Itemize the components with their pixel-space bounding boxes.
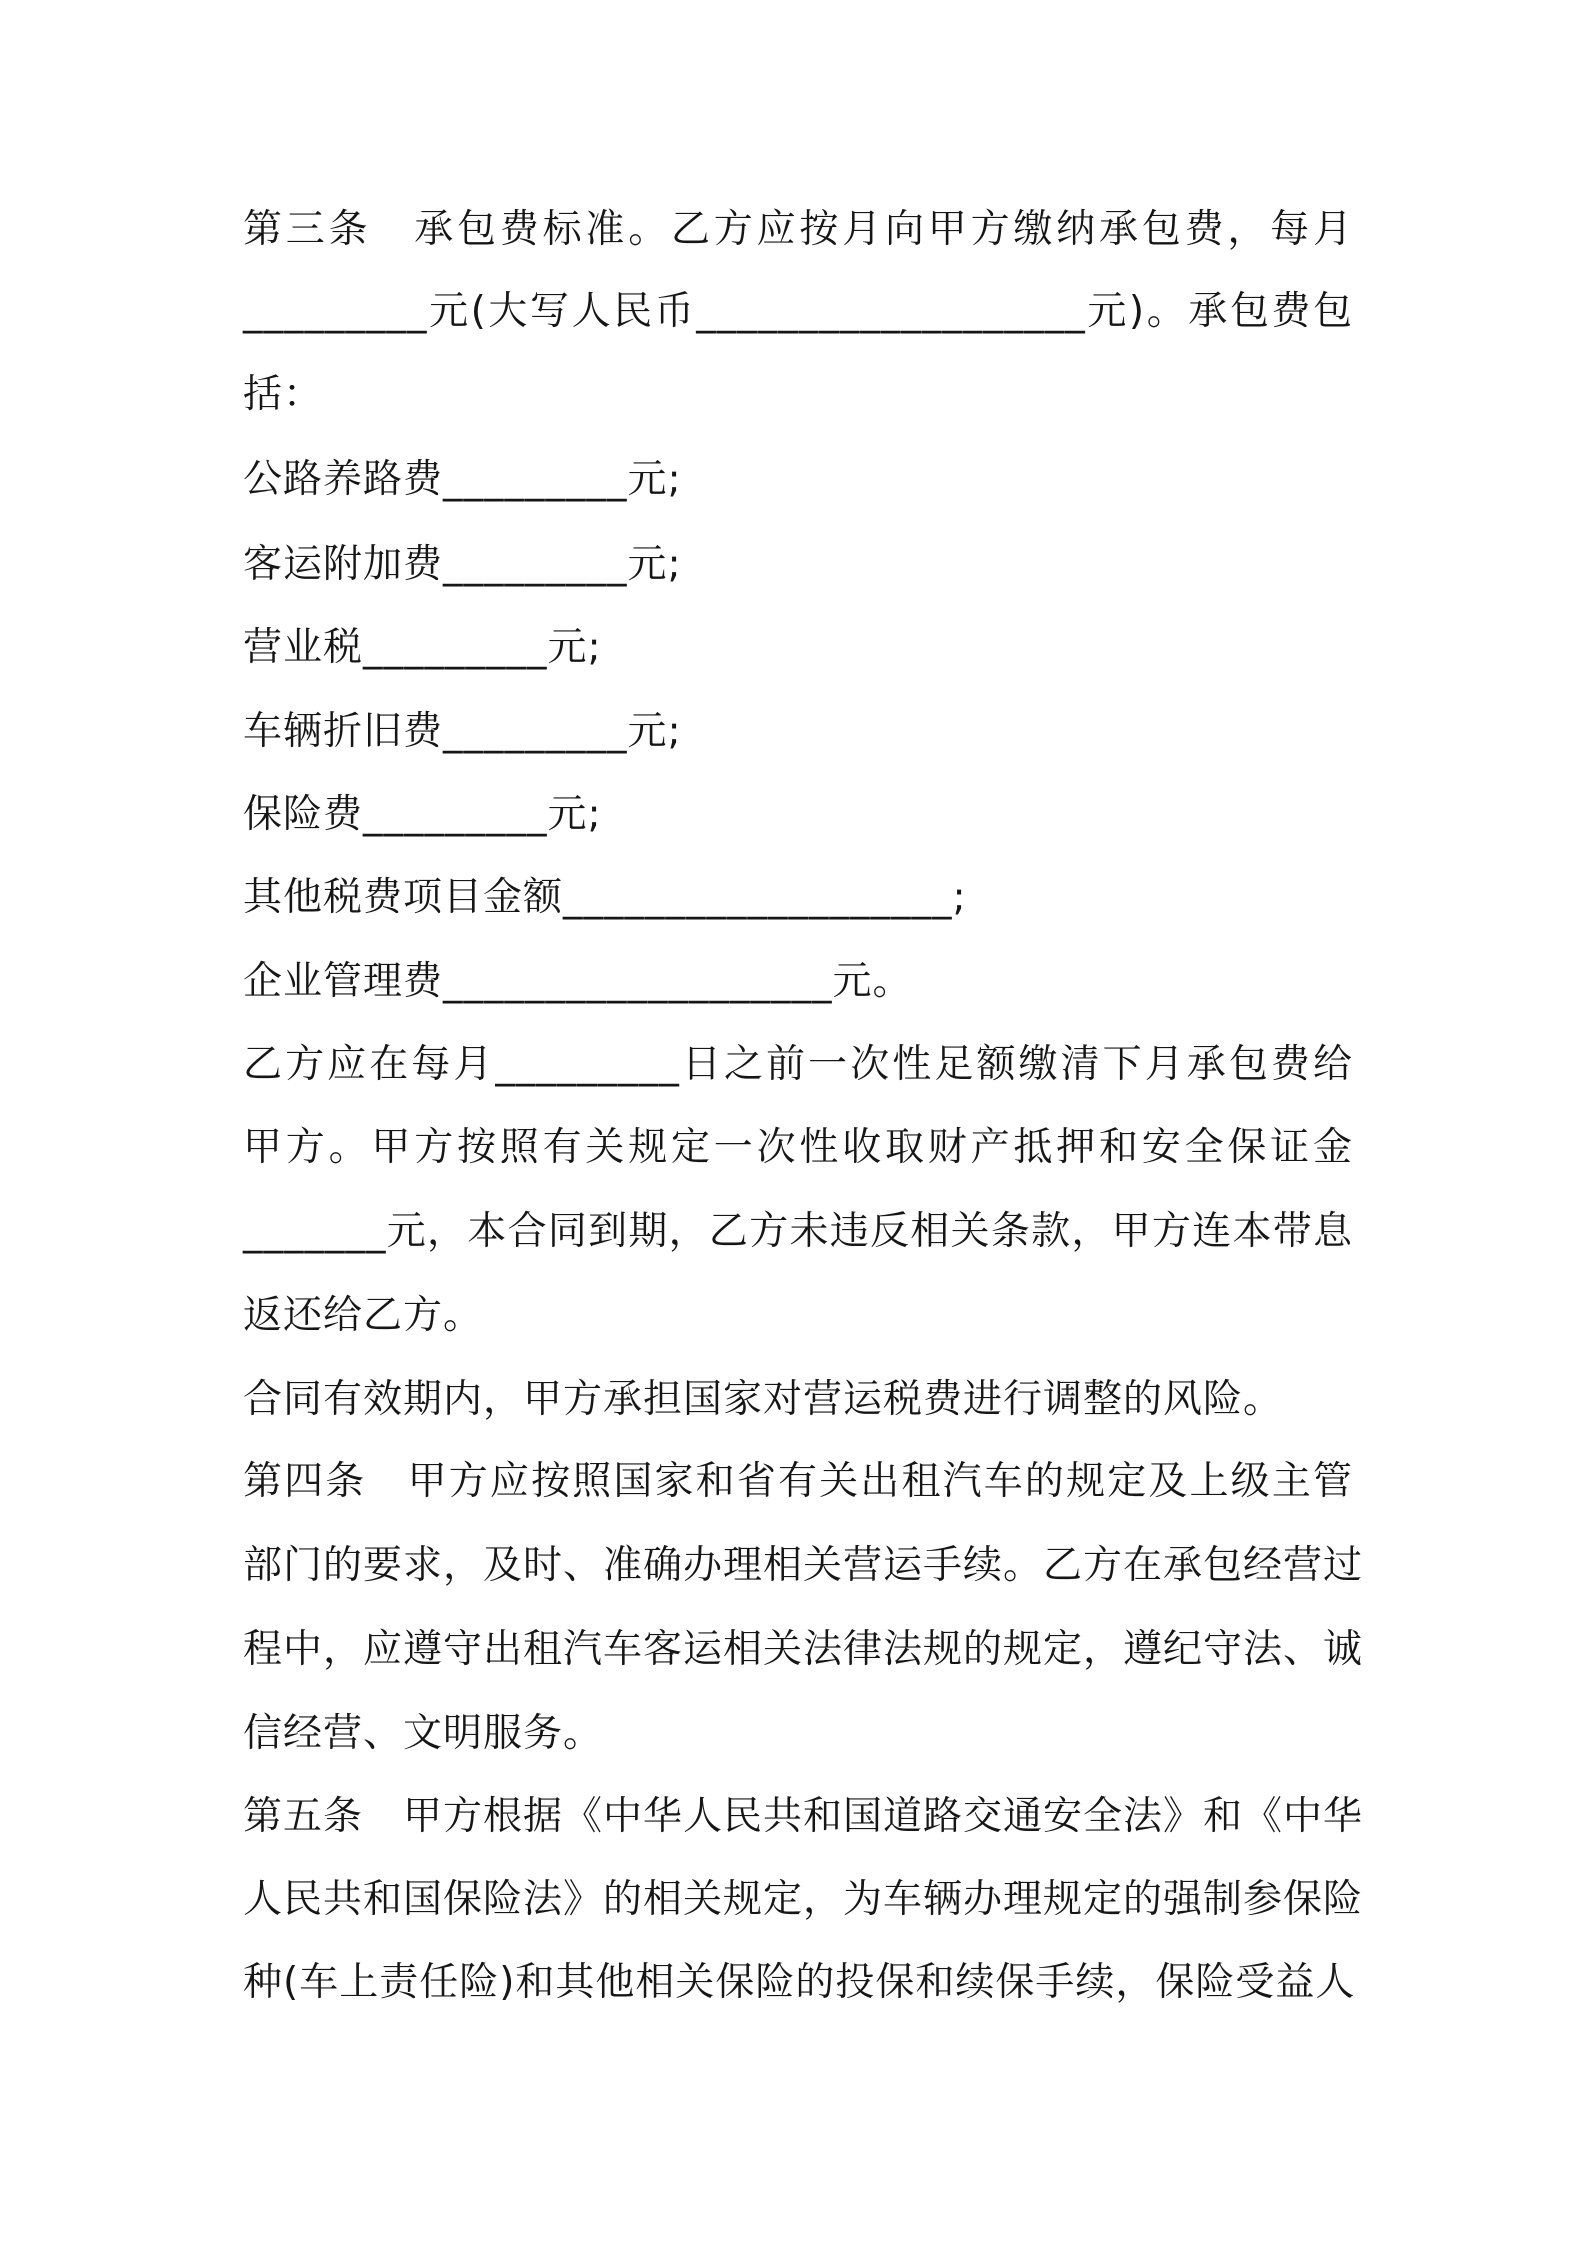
text-line: _________元(大写人民币___________________元)。承包费包 <box>243 289 1353 334</box>
text-line: 返还给乙方。 <box>243 1293 484 1338</box>
text-line: 第四条 甲方应按照国家和省有关出租汽车的规定及上级主管 <box>243 1459 1353 1504</box>
text-line: 甲方。甲方按照有关规定一次性收取财产抵押和安全保证金 <box>243 1125 1353 1170</box>
text-line: 合同有效期内，甲方承担国家对营运税费进行调整的风险。 <box>243 1377 1284 1422</box>
text-line: 企业管理费___________________元。 <box>243 959 913 1004</box>
text-line: 第五条 甲方根据《中华人民共和国道路交通安全法》和《中华 <box>243 1794 1364 1839</box>
text-line: 客运附加费_________元; <box>243 542 682 587</box>
text-line: _______元，本合同到期，乙方未违反相关条款，甲方连本带息 <box>243 1209 1353 1254</box>
text-line: 保险费_________元; <box>243 792 602 837</box>
text-line: 部门的要求，及时、准确办理相关营运手续。乙方在承包经营过 <box>243 1543 1364 1588</box>
text-line: 括： <box>243 372 324 417</box>
text-line: 其他税费项目金额___________________; <box>243 875 967 920</box>
text-line: 第三条 承包费标准。乙方应按月向甲方缴纳承包费，每月 <box>243 207 1353 252</box>
text-line: 乙方应在每月_________日之前一次性足额缴清下月承包费给 <box>243 1042 1353 1087</box>
text-line: 人民共和国保险法》的相关规定，为车辆办理规定的强制参保险 <box>243 1877 1364 1922</box>
text-line: 公路养路费_________元; <box>243 457 682 502</box>
text-line: 车辆折旧费_________元; <box>243 709 682 754</box>
text-line: 程中，应遵守出租汽车客运相关法律法规的规定，遵纪守法、诚 <box>243 1627 1364 1672</box>
text-line: 营业税_________元; <box>243 625 602 670</box>
text-line: 种(车上责任险)和其他相关保险的投保和续保手续，保险受益人 <box>243 1960 1356 2005</box>
text-line: 信经营、文明服务。 <box>243 1711 604 1756</box>
